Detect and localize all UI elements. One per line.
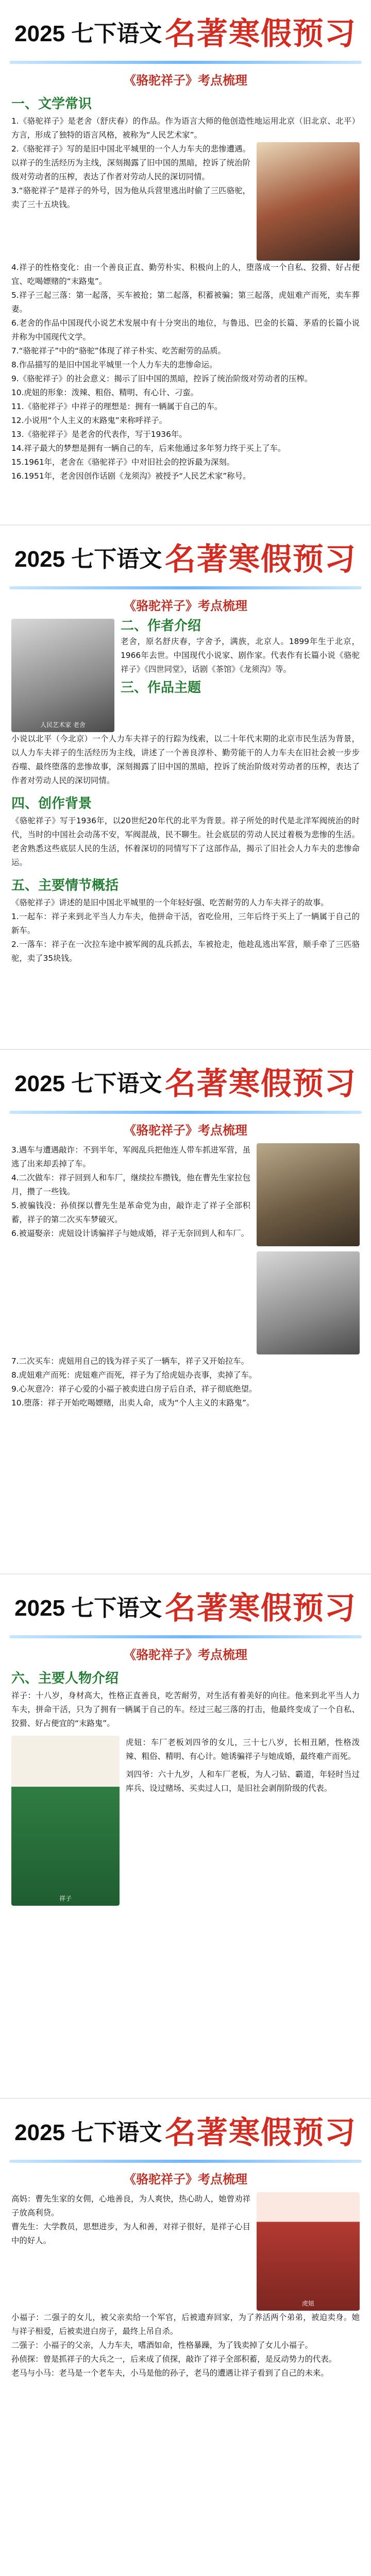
header-right: 名著寒假预习: [164, 1591, 357, 1625]
header-left: 2025 七下语文: [14, 547, 162, 572]
plot-item: 7.二次买车：虎妞用自己的钱为祥子买了一辆车，祥子又开始拉车。: [11, 1357, 249, 1366]
character-image: [11, 1736, 120, 1906]
paragraph: 1.《骆驼祥子》是老舍（舒庆春）的作品。作为语言大师的他创造性地运用北京（旧北京、北平）方言，形成了独特的语言风格，被称为“人民艺术家”。: [11, 116, 360, 140]
paragraph: [11, 142, 250, 261]
paragraph: 9.《骆驼祥子》的社会意义：揭示了旧中国的黑暗，控诉了统治阶级对劳动者的压榨。: [11, 374, 313, 383]
character-erqiangzi: 二强子：小福子的父亲，人力车夫，嗜酒如命，性格暴躁，为了钱卖掉了女儿小福子。: [11, 2341, 313, 2350]
page-header: [0, 2099, 371, 2160]
section-3-title: 三、作品主题: [121, 680, 201, 695]
plot-item: 10.堕落：祥子开始吃喝嫖赌，出卖人命，成为“个人主义的末路鬼”。: [11, 1398, 255, 1408]
paragraph: 11.《骆驼祥子》中祥子的理想是：拥有一辆属于自己的车。: [11, 402, 223, 411]
header-right: 名著寒假预习: [164, 542, 357, 577]
character-block: [11, 2192, 360, 2311]
plot-item: 5.被骗钱没：孙侦探以曹先生是革命党为由，敲诈走了祥子全部积蓄，祥子的第二次买车梦破灭。: [11, 1201, 250, 1224]
subtitle: 《骆驼祥子》考点梳理: [124, 598, 247, 613]
page-2: [0, 524, 371, 1049]
section-6-title: 六、主要人物介绍: [11, 1670, 119, 1686]
subtitle: 《骆驼祥子》考点梳理: [124, 2172, 247, 2187]
section-5-title: 五、主要情节概括: [11, 877, 119, 893]
plot-item: 2.一落车：祥子在一次拉车途中被军阀的乱兵抓去，车被抢走，他趁乱逃出军营，顺手牵了三匹骆驼，卖了35块钱。: [11, 940, 360, 963]
illustration-image: [257, 142, 360, 261]
header-rule: [9, 586, 362, 589]
character-cao: 曹先生：大学教员，思想进步，为人和善，对祥子很好，是祥子心目中的好人。: [11, 2222, 250, 2245]
author-block: [11, 619, 360, 732]
paragraph: 10.虎妞的形象：泼辣、粗俗、精明、有心计、刁蛮。: [11, 388, 199, 397]
paragraph: 16.1951年，老舍因创作话剧《龙须沟》被授予“人民艺术家”称号。: [11, 471, 251, 481]
plot-item: 6.被逼娶亲：虎妞设计诱骗祥子与她成婚，祥子无奈回到人和车厂。: [11, 1229, 249, 1238]
character-xiaofuzi: 小福子：二强子的女儿，被父亲卖给一个军官，后被遗弃回家，为了养活两个弟弟，被迫卖身。她与祥子相爱，后被卖进白房子，最终上吊自杀。: [11, 2313, 360, 2336]
illustration-image: [257, 1251, 360, 1354]
header-left: 2025 七下语文: [14, 2120, 162, 2145]
section-4-title: 四、创作背景: [11, 795, 92, 811]
character-laoma: 老马与小马：老马是一个老车夫，小马是他的孙子，老马的遭遇让祥子看到了自己的未来。: [11, 2368, 329, 2378]
character-block: [11, 1736, 360, 1906]
page-header: [0, 1050, 371, 1111]
subtitle: 《骆驼祥子》考点梳理: [124, 1123, 247, 1138]
character-huniu: 虎妞：车厂老板刘四爷的女儿，三十七八岁，长相丑陋，性格泼辣、粗俗、精明、有心计。她诱骗祥子与她成婚，最终难产而死。: [126, 1738, 360, 1761]
page-header: [0, 526, 371, 586]
illustration-image: [257, 1143, 360, 1246]
header-right: 名著寒假预习: [164, 1066, 357, 1101]
character-image-caption: 祥子: [59, 1895, 72, 1902]
character-gaoma: 高妈：曹先生家的女佣，心地善良，为人爽快，热心助人，她曾劝祥子放高利贷。: [11, 2194, 250, 2217]
header-rule: [9, 61, 362, 64]
paragraph: 4.祥子的性格变化：由一个善良正直、勤劳朴实、积极向上的人，堕落成一个自私、狡猾、好占便宜、吃喝嫖赌的“末路鬼”。: [11, 263, 360, 286]
header-rule: [9, 2160, 362, 2163]
page-1: [0, 0, 371, 524]
plot-item: 8.虎妞难产而死：虎妞难产而死，祥子为了给虎妞办丧事，卖掉了车。: [11, 1370, 257, 1380]
header-right: 名著寒假预习: [164, 2115, 357, 2150]
plot-intro: 《骆驼祥子》讲述的是旧中国北平城里的一个年轻好强、吃苦耐劳的人力车夫祥子的故事。: [11, 898, 329, 907]
character-text: [126, 1736, 360, 1906]
header-right: 名著寒假预习: [164, 16, 357, 51]
paragraph: 8.作品描写的是旧中国北平城里一个人力车夫的悲惨命运。: [11, 360, 217, 369]
section-2-title: 二、作者介绍: [121, 618, 201, 633]
character-image: [257, 2192, 360, 2311]
character-sun: 孙侦探：曾是抓祥子的大兵之一，后来成了侦探，敲诈了祥子全部积蓄，是反动势力的代表。: [11, 2354, 337, 2364]
header-left: 2025 七下语文: [14, 21, 162, 46]
plot-item: 3.遇车与遭遇敲诈：不到半年，军阀乱兵把他连人带车抓进军营，虽逃了出来却丢掉了车。: [11, 1145, 250, 1168]
paragraph: 7.“骆驼祥子”中的“骆驼”体现了祥子朴实、吃苦耐劳的品质。: [11, 346, 226, 355]
page-3: [0, 1049, 371, 1573]
image-column: [257, 1143, 360, 1354]
paragraph: 5.祥子三起三落：第一起落，买车被抢；第二起落，积蓄被骗；第三起落，虎妞难产而死，卖车葬妻。: [11, 291, 360, 314]
plot-item: 9.心灰意冷：祥子心爱的小福子被卖进白房子后自杀，祥子彻底绝望。: [11, 1384, 257, 1394]
character-liusi: 刘四爷：六十九岁，人和车厂老板，为人刁钻、霸道，年轻时当过库兵、设过赌场、买卖过人口，是旧社会剥削阶级的代表。: [126, 1770, 360, 1793]
paragraph: 12.小说用“个人主义的末路鬼”来称呼祥子。: [11, 416, 167, 425]
paragraph: 15.1961年，老舍在《骆驼祥子》中对旧社会的控诉最为深刻。: [11, 457, 235, 467]
background-text: 《骆驼祥子》写于1936年，以20世纪20年代的北平为背景。祥子所处的时代是北洋军阀统治的时代，当时的中国社会动荡不安，军阀混战，民不聊生。社会底层的劳动人民过着极为悲惨的生活。老舍熟悉这些底层人民的生活，怀着深切的同情写下了这部作品，揭示了旧社会人力车夫的悲惨命运。: [11, 816, 360, 867]
author-text: 老舍，原名舒庆春，字舍予，满族，北京人。1899年生于北京，1966年去世。中国现代小说家、剧作家。代表作有长篇小说《骆驼祥子》《四世同堂》，话剧《茶馆》《龙须沟》等。: [121, 637, 360, 674]
author-text-block: [121, 619, 360, 732]
plot-item: 1.一起车：祥子来到北平当人力车夫，他拼命干活，省吃俭用，三年后终于买上了一辆属于自己的新车。: [11, 912, 360, 935]
page-header: [0, 1574, 371, 1635]
paragraph: 13.《骆驼祥子》是老舍的代表作，写于1936年。: [11, 430, 187, 439]
character-xiangzi: 祥子：十八岁，身材高大，性格正直善良，吃苦耐劳，对生活有着美好的向往。他来到北平当人力车夫，拼命干活，只为了拥有一辆属于自己的车。经过三起三落的打击，他最终变成了一个自私、狡猾、好占便宜的“末路鬼”。: [11, 1691, 360, 1728]
header-rule: [9, 1635, 362, 1638]
header-rule: [9, 1111, 362, 1114]
paragraph: 14.祥子最大的梦想是拥有一辆自己的车，后来他通过多年努力终于买上了车。: [11, 444, 286, 453]
para-with-image: [11, 142, 360, 261]
subtitle: 《骆驼祥子》考点梳理: [124, 1647, 247, 1662]
plot-block: [11, 1143, 360, 1354]
paragraph-line: 2.《骆驼祥子》写的是旧中国北平城里的一个人力车夫的悲惨遭遇。以祥子的生活经历为主线，深刻揭露了旧中国的黑暗，控诉了统治阶级对劳动者的压榨，表达了作者对劳动人民的深切同情。: [11, 144, 250, 181]
character-text: [11, 2192, 250, 2311]
section-1-title: 一、文学常识: [11, 96, 92, 111]
character-image-caption: 虎妞: [301, 2300, 314, 2307]
page-4: [0, 1573, 371, 2098]
theme-text: 小说以北平（今北京）一个人力车夫祥子的行踪为线索，以二十年代末期的北京市民生活为背景，以人力车夫祥子的生活经历为主线，讲述了一个善良淳朴、勤劳能干的人力车夫在旧社会被一步步吞噬、最终堕落的悲惨故事，深刻揭露了旧中国的黑暗，控诉了统治阶级对劳动者的压榨，表达了作者对劳动人民的深切同情。: [11, 734, 360, 785]
paragraph-line: 3.“骆驼祥子”是祥子的外号，因为他从兵营里逃出时偷了三匹骆驼，卖了三十五块钱。: [11, 186, 250, 209]
header-left: 2025 七下语文: [14, 1071, 162, 1096]
header-left: 2025 七下语文: [14, 1596, 162, 1621]
paragraph: 6.老舍的作品中国现代小说艺术发展中有十分突出的地位，与鲁迅、巴金的长篇、茅盾的长篇小说并称为中国现代文学。: [11, 318, 360, 342]
author-photo-caption: 人民艺术家 老舍: [40, 721, 86, 728]
page-header: [0, 0, 371, 61]
author-photo: [11, 619, 114, 732]
plot-list: [11, 1143, 250, 1354]
page-5: [0, 2098, 371, 2576]
plot-item: 4.二次做车：祥子回到人和车厂，继续拉车攒钱，他在曹先生家拉包月，攒了一些钱。: [11, 1173, 250, 1196]
subtitle: 《骆驼祥子》考点梳理: [124, 73, 247, 88]
